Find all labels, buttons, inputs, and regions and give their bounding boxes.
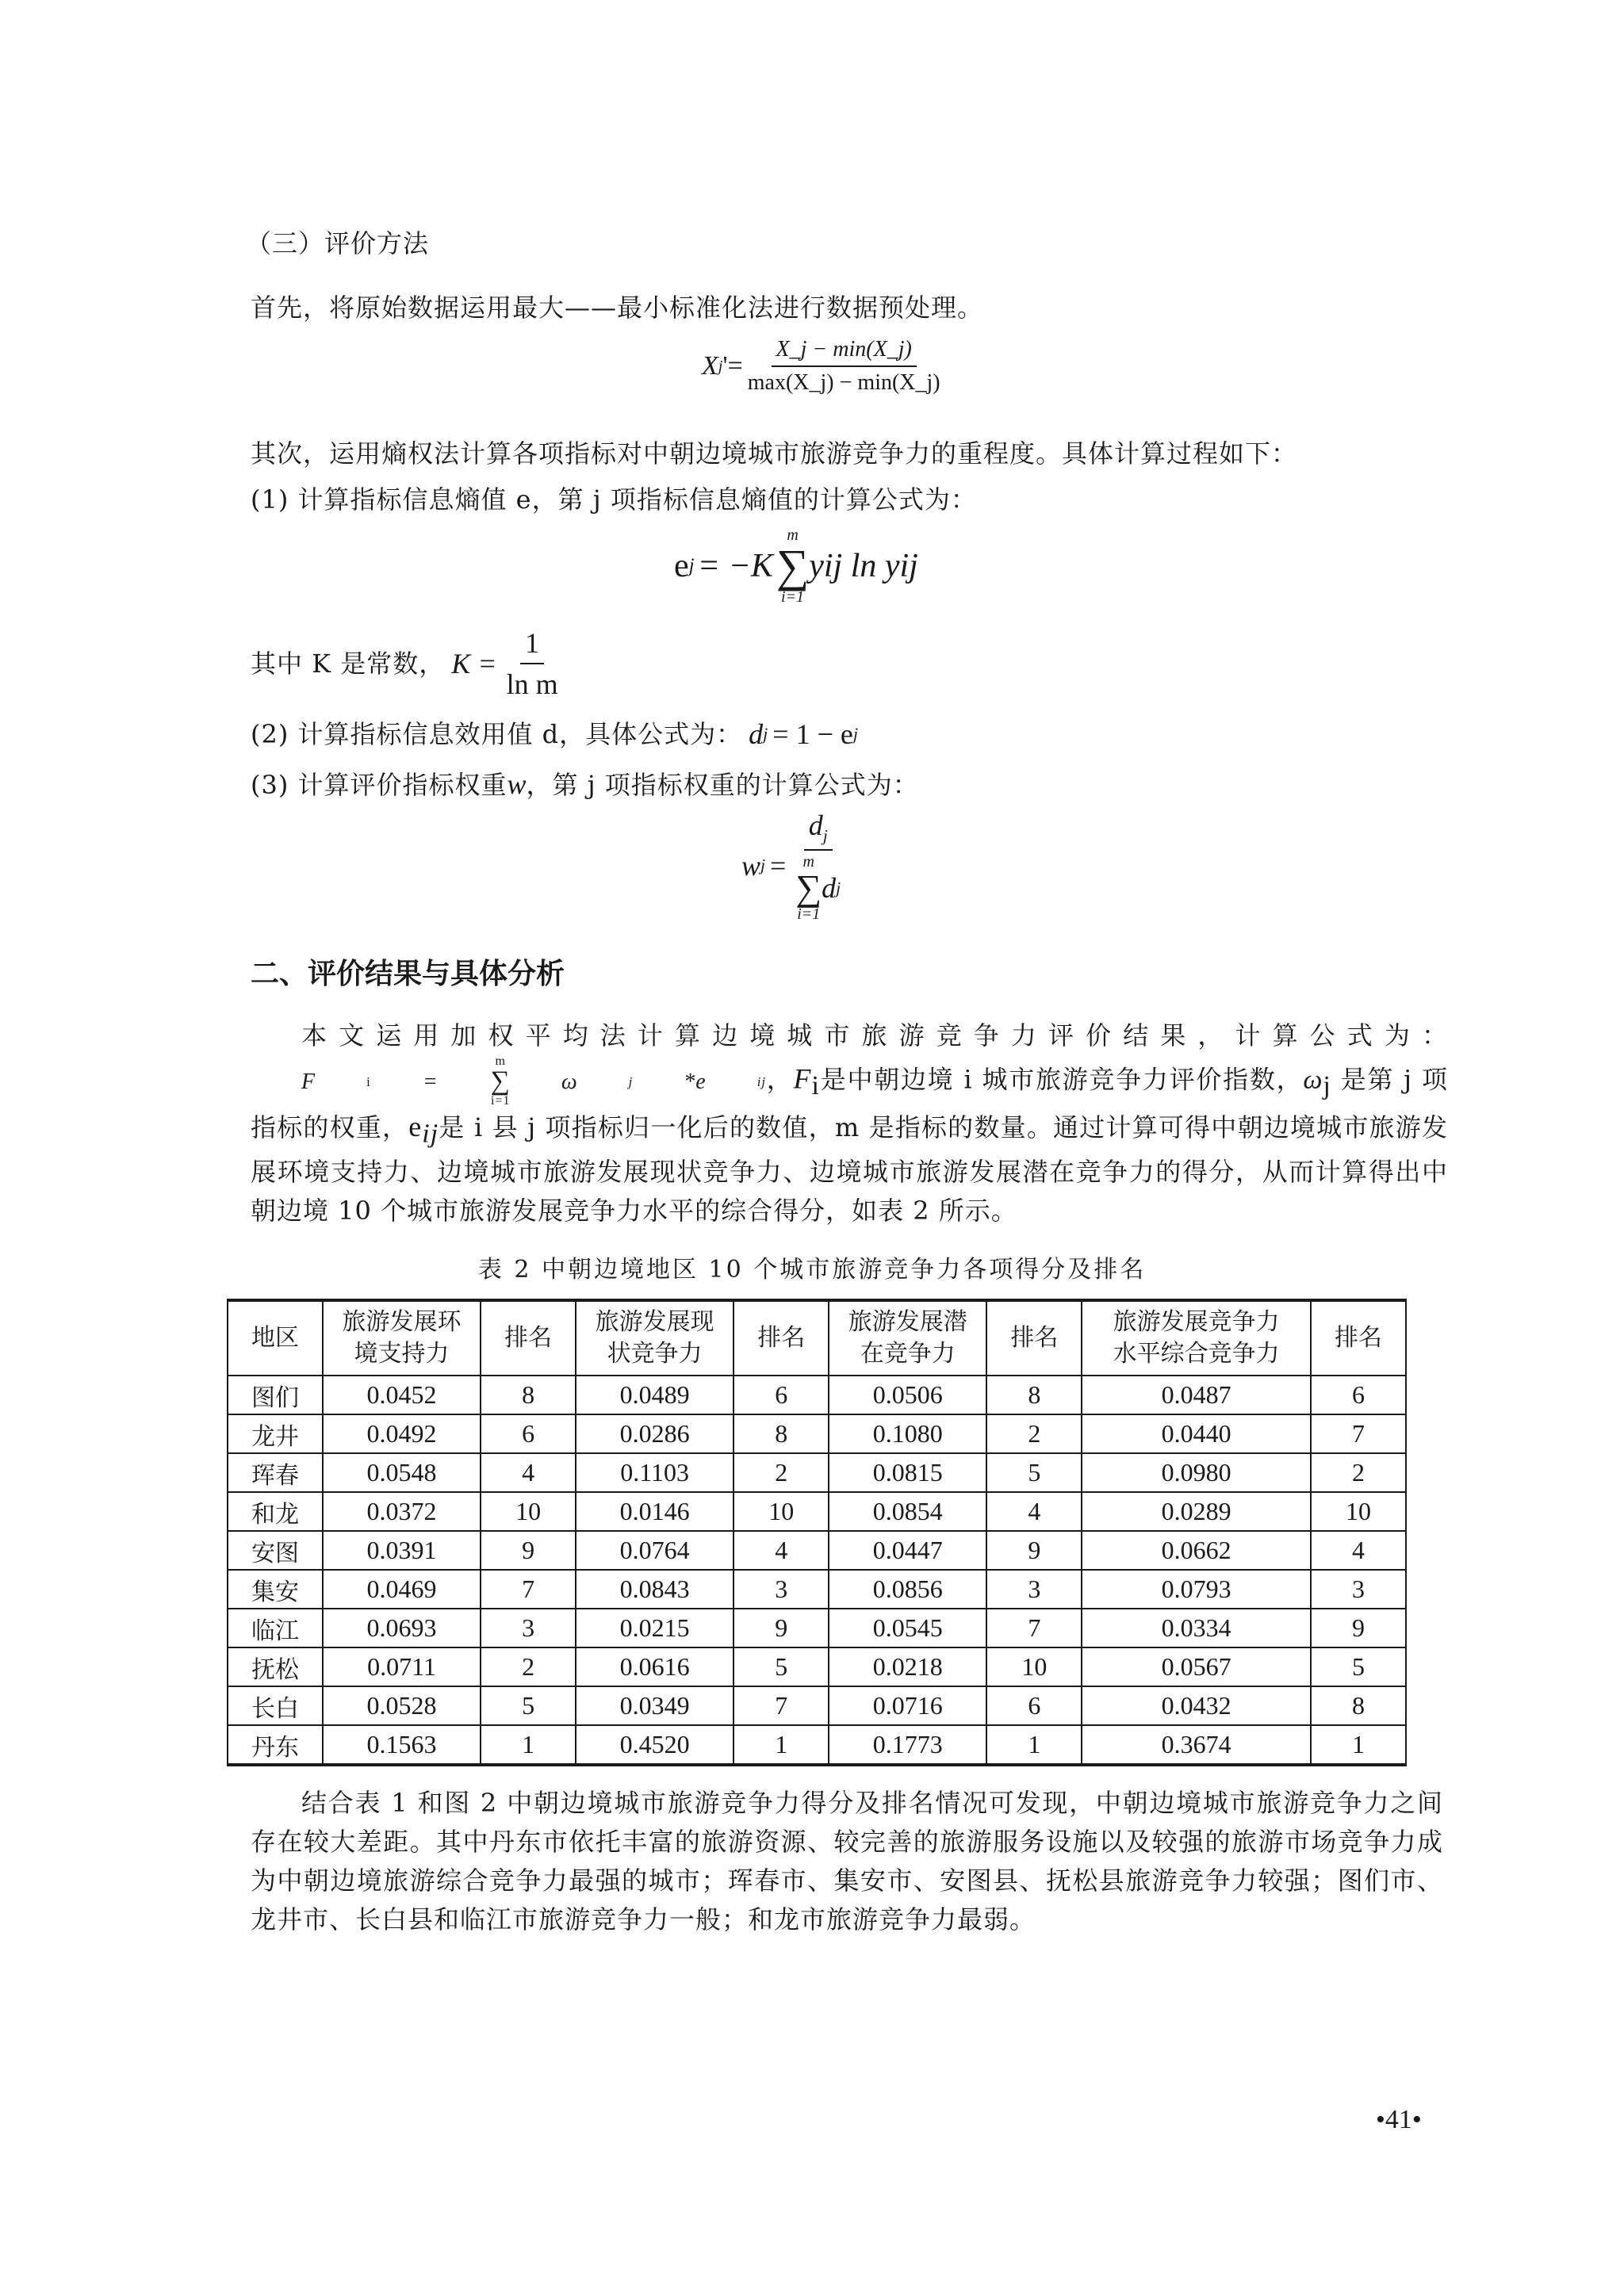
cell-region: 集安 [228, 1570, 323, 1609]
w-den-sub: j [836, 878, 841, 897]
cell-rank: 10 [481, 1492, 576, 1531]
cell-rank: 4 [1311, 1531, 1406, 1570]
cell-rank: 3 [986, 1570, 1082, 1609]
cell-score: 0.0843 [576, 1570, 733, 1609]
cell-rank: 10 [1311, 1492, 1406, 1531]
step-1-text: (1) 计算指标信息熵值 e，第 j 项指标信息熵值的计算公式为： [251, 484, 977, 515]
table-row [228, 1531, 1406, 1570]
cell-rank: 3 [733, 1570, 829, 1609]
cell-score: 0.0528 [323, 1686, 481, 1725]
d-formula-sub: j [763, 724, 768, 744]
cell-score: 0.0567 [1082, 1647, 1311, 1686]
results-paragraph [251, 1016, 1448, 1230]
w-formula-lhs-sub: j [760, 855, 766, 875]
cell-score: 0.0716 [829, 1686, 986, 1725]
formula-f [251, 1055, 766, 1108]
entropy-sum-lower: i=1 [781, 588, 805, 606]
cell-score: 0.1563 [323, 1725, 481, 1765]
formula-lhs: X [702, 351, 718, 381]
cell-score: 0.3674 [1082, 1725, 1311, 1765]
header-score: 旅游发展竞争力 水平综合竞争力 [1082, 1300, 1311, 1376]
cell-score: 0.0854 [829, 1492, 986, 1531]
cell-rank: 5 [733, 1647, 829, 1686]
cell-score: 0.1103 [576, 1453, 733, 1492]
results-text-e: 是 i 县 j 项指标归一化后的数值，m 是指标的数量。通过计算可得中朝边境城市旅游发展环境支持力、边境城市旅游发展现状竞争力、边境城市旅游发展潜在竞争力的得分，从而计算得出中朝边境 10 个城市旅游发展竞争力水平的综合得分，如表 2 所示。 [251, 1112, 1448, 1226]
cell-rank: 1 [986, 1725, 1082, 1765]
conclusion-paragraph [251, 1784, 1443, 1939]
cell-score: 0.0372 [323, 1492, 481, 1531]
f-formula-star-sub: ij [756, 1073, 767, 1089]
cell-score: 0.0487 [1082, 1376, 1311, 1414]
step-3-text-b: ，第 j 项指标权重的计算公式为： [526, 770, 919, 800]
cell-region: 长白 [228, 1686, 323, 1725]
table-row [228, 1725, 1406, 1765]
d-formula-rhs-sub: j [852, 724, 859, 744]
formula-numerator: X_j − min(X_j) [772, 337, 917, 367]
cell-rank: 7 [986, 1609, 1082, 1647]
cell-score: 0.0440 [1082, 1414, 1311, 1453]
cell-score: 0.0391 [323, 1531, 481, 1570]
formula-weight [741, 809, 845, 922]
cell-score: 0.0492 [323, 1414, 481, 1453]
entropy-rhs-prefix: = −K [697, 548, 773, 584]
cell-score: 0.0215 [576, 1609, 733, 1647]
table-row [228, 1570, 1406, 1609]
cell-rank: 4 [986, 1492, 1082, 1531]
w-formula-eq: = [770, 849, 787, 882]
header-region: 地区 [228, 1300, 323, 1376]
sigma-icon: ∑ [776, 540, 810, 591]
d-formula-rhs: = 1 − e [772, 718, 853, 750]
cell-score: 0.0693 [323, 1609, 481, 1647]
f-formula-eq: = [423, 1069, 438, 1094]
step-3-text-a: (3) 计算评价指标权重 [251, 770, 508, 800]
cell-rank: 1 [733, 1725, 829, 1765]
cell-rank: 9 [733, 1609, 829, 1647]
header-rank: 排名 [481, 1300, 576, 1376]
page-number: •41• [1376, 2105, 1422, 2134]
cell-rank: 4 [733, 1531, 829, 1570]
cell-score: 0.0286 [576, 1414, 733, 1453]
cell-rank: 6 [733, 1376, 829, 1414]
formula-lhs-suffix: '= [722, 351, 743, 381]
sigma-icon: ∑ [795, 867, 822, 909]
cell-rank: 2 [733, 1453, 829, 1492]
w-den-body: d [822, 872, 837, 905]
results-f-symbol: F [793, 1062, 812, 1095]
f-sum-lower: i=1 [490, 1094, 511, 1108]
cell-rank: 5 [1311, 1647, 1406, 1686]
cell-score: 0.0545 [829, 1609, 986, 1647]
subheading-evaluation-method: （三）评价方法 [246, 228, 430, 258]
entropy-rhs-body: yij ln yij [809, 548, 918, 584]
k-constant-line [251, 626, 563, 701]
f-formula-lhs: F [301, 1069, 316, 1094]
cell-rank: 3 [1311, 1570, 1406, 1609]
cell-rank: 6 [986, 1686, 1082, 1725]
cell-score: 0.0793 [1082, 1570, 1311, 1609]
cell-rank: 5 [986, 1453, 1082, 1492]
entropy-lhs-sub: j [688, 555, 695, 576]
table-row [228, 1609, 1406, 1647]
w-formula-lhs: w [741, 849, 761, 882]
conclusion-text: 结合表 1 和图 2 中朝边境城市旅游竞争力得分及排名情况可发现，中朝边境城市旅游竞争力之间存在较大差距。其中丹东市依托丰富的旅游资源、较完善的旅游服务设施以及较强的旅游市场竞争力成为中朝边境旅游综合竞争力最强的城市；珲春市、集安市、安图县、抚松县旅游竞争力较强；图们市、龙井市、长白县和临江市旅游竞争力一般；和龙市旅游竞争力最弱。 [251, 1788, 1443, 1934]
scores-table [227, 1299, 1407, 1766]
w-sum-upper: m [802, 853, 814, 871]
header-rank: 排名 [733, 1300, 829, 1376]
cell-rank: 8 [733, 1414, 829, 1453]
w-sum-lower: i=1 [797, 905, 821, 924]
section-heading-results: 二、评价结果与具体分析 [251, 958, 565, 990]
entropy-lhs: e [674, 548, 689, 584]
cell-rank: 7 [733, 1686, 829, 1725]
entropy-intro: 其次，运用熵权法计算各项指标对中朝边境城市旅游竞争力的重程度。具体计算过程如下： [251, 438, 1298, 469]
cell-score: 0.0349 [576, 1686, 733, 1725]
table-row [228, 1686, 1406, 1725]
cell-score: 0.0815 [829, 1453, 986, 1492]
k-formula-numerator: 1 [520, 626, 544, 664]
table-caption: 表 2 中朝边境地区 10 个城市旅游竞争力各项得分及排名 [477, 1256, 1147, 1284]
step-2-text: (2) 计算指标信息效用值 d，具体公式为： [251, 719, 743, 749]
cell-rank: 9 [1311, 1609, 1406, 1647]
w-formula-numerator-sub: j [822, 826, 828, 846]
cell-score: 0.0469 [323, 1570, 481, 1609]
cell-score: 0.0489 [576, 1376, 733, 1414]
table-row [228, 1376, 1406, 1414]
cell-score: 0.0334 [1082, 1609, 1311, 1647]
table-row [228, 1647, 1406, 1686]
cell-score: 0.1773 [829, 1725, 986, 1765]
cell-region: 珲春 [228, 1453, 323, 1492]
k-constant-text: 其中 K 是常数， [251, 649, 446, 679]
sigma-icon: ∑ [490, 1066, 511, 1096]
cell-region: 图们 [228, 1376, 323, 1414]
k-formula-lhs: K = [451, 648, 497, 679]
normalization-intro: 首先，将原始数据运用最大——最小标准化法进行数据预处理。 [251, 293, 984, 323]
cell-score: 0.4520 [576, 1725, 733, 1765]
formula-lhs-sub: j [718, 357, 723, 375]
cell-score: 0.1080 [829, 1414, 986, 1453]
cell-rank: 3 [481, 1609, 576, 1647]
cell-score: 0.0447 [829, 1531, 986, 1570]
entropy-sum-upper: m [787, 526, 799, 544]
cell-rank: 9 [986, 1531, 1082, 1570]
header-rank: 排名 [986, 1300, 1082, 1376]
cell-score: 0.0452 [323, 1376, 481, 1414]
cell-rank: 7 [481, 1570, 576, 1609]
results-f-sub: i [811, 1070, 820, 1100]
f-formula-lhs-sub: i [366, 1073, 371, 1089]
cell-region: 龙井 [228, 1414, 323, 1453]
table-header-row [228, 1300, 1406, 1376]
cell-rank: 2 [1311, 1453, 1406, 1492]
step-2-line [251, 715, 858, 753]
cell-region: 丹东 [228, 1725, 323, 1765]
formula-normalization [702, 337, 945, 396]
table-row [228, 1453, 1406, 1492]
cell-rank: 5 [481, 1686, 576, 1725]
cell-score: 0.0662 [1082, 1531, 1311, 1570]
results-e-symbol: e [408, 1111, 423, 1142]
results-text-a: 本文运用加权平均法计算边境城市旅游竞争力评价结果，计算公式为： [301, 1020, 1448, 1050]
cell-rank: 2 [481, 1647, 576, 1686]
cell-rank: 10 [733, 1492, 829, 1531]
results-text-b: ， [766, 1064, 794, 1095]
cell-score: 0.0856 [829, 1570, 986, 1609]
cell-rank: 7 [1311, 1414, 1406, 1453]
cell-rank: 8 [481, 1376, 576, 1414]
cell-rank: 6 [481, 1414, 576, 1453]
cell-rank: 9 [481, 1531, 576, 1570]
cell-score: 0.0506 [829, 1376, 986, 1414]
cell-rank: 6 [1311, 1376, 1406, 1414]
d-formula-lhs: d [749, 718, 764, 750]
results-omega-symbol: ω [1303, 1065, 1323, 1095]
cell-score: 0.0764 [576, 1531, 733, 1570]
cell-score: 0.0289 [1082, 1492, 1311, 1531]
cell-score: 0.0432 [1082, 1686, 1311, 1725]
header-score: 旅游发展现 状竞争力 [576, 1300, 733, 1376]
cell-score: 0.0218 [829, 1647, 986, 1686]
cell-score: 0.0711 [323, 1647, 481, 1686]
header-rank: 排名 [1311, 1300, 1406, 1376]
results-text-d: 是第 j 项指标的权重， [251, 1064, 1448, 1142]
cell-region: 和龙 [228, 1492, 323, 1531]
cell-region: 安图 [228, 1531, 323, 1570]
cell-rank: 4 [481, 1453, 576, 1492]
cell-region: 抚松 [228, 1647, 323, 1686]
cell-score: 0.0980 [1082, 1453, 1311, 1492]
formula-entropy [674, 527, 918, 605]
cell-rank: 8 [986, 1376, 1082, 1414]
f-formula-body: ω [561, 1069, 578, 1094]
cell-score: 0.0616 [576, 1647, 733, 1686]
f-sum-upper: m [495, 1054, 506, 1068]
step-3-line [251, 766, 919, 804]
w-formula-numerator: d [808, 809, 823, 841]
cell-rank: 2 [986, 1414, 1082, 1453]
cell-rank: 8 [1311, 1686, 1406, 1725]
table-row [228, 1492, 1406, 1531]
results-e-sub: ij [422, 1119, 439, 1149]
cell-rank: 1 [481, 1725, 576, 1765]
header-score: 旅游发展潜 在竞争力 [829, 1300, 986, 1376]
table-row [228, 1414, 1406, 1453]
results-text-c: 是中朝边境 i 城市旅游竞争力评价指数， [819, 1064, 1304, 1095]
formula-denominator: max(X_j) − min(X_j) [747, 370, 940, 395]
header-score: 旅游发展环 境支持力 [323, 1300, 481, 1376]
results-omega-sub: j [1323, 1070, 1331, 1100]
cell-score: 0.0548 [323, 1453, 481, 1492]
cell-rank: 10 [986, 1647, 1082, 1686]
f-formula-body-sub: j [628, 1073, 634, 1089]
step-3-w: w [507, 768, 527, 800]
cell-score: 0.0146 [576, 1492, 733, 1531]
f-formula-star: *e [684, 1069, 707, 1094]
cell-region: 临江 [228, 1609, 323, 1647]
cell-rank: 1 [1311, 1725, 1406, 1765]
k-formula-denominator: ln m [506, 668, 558, 700]
